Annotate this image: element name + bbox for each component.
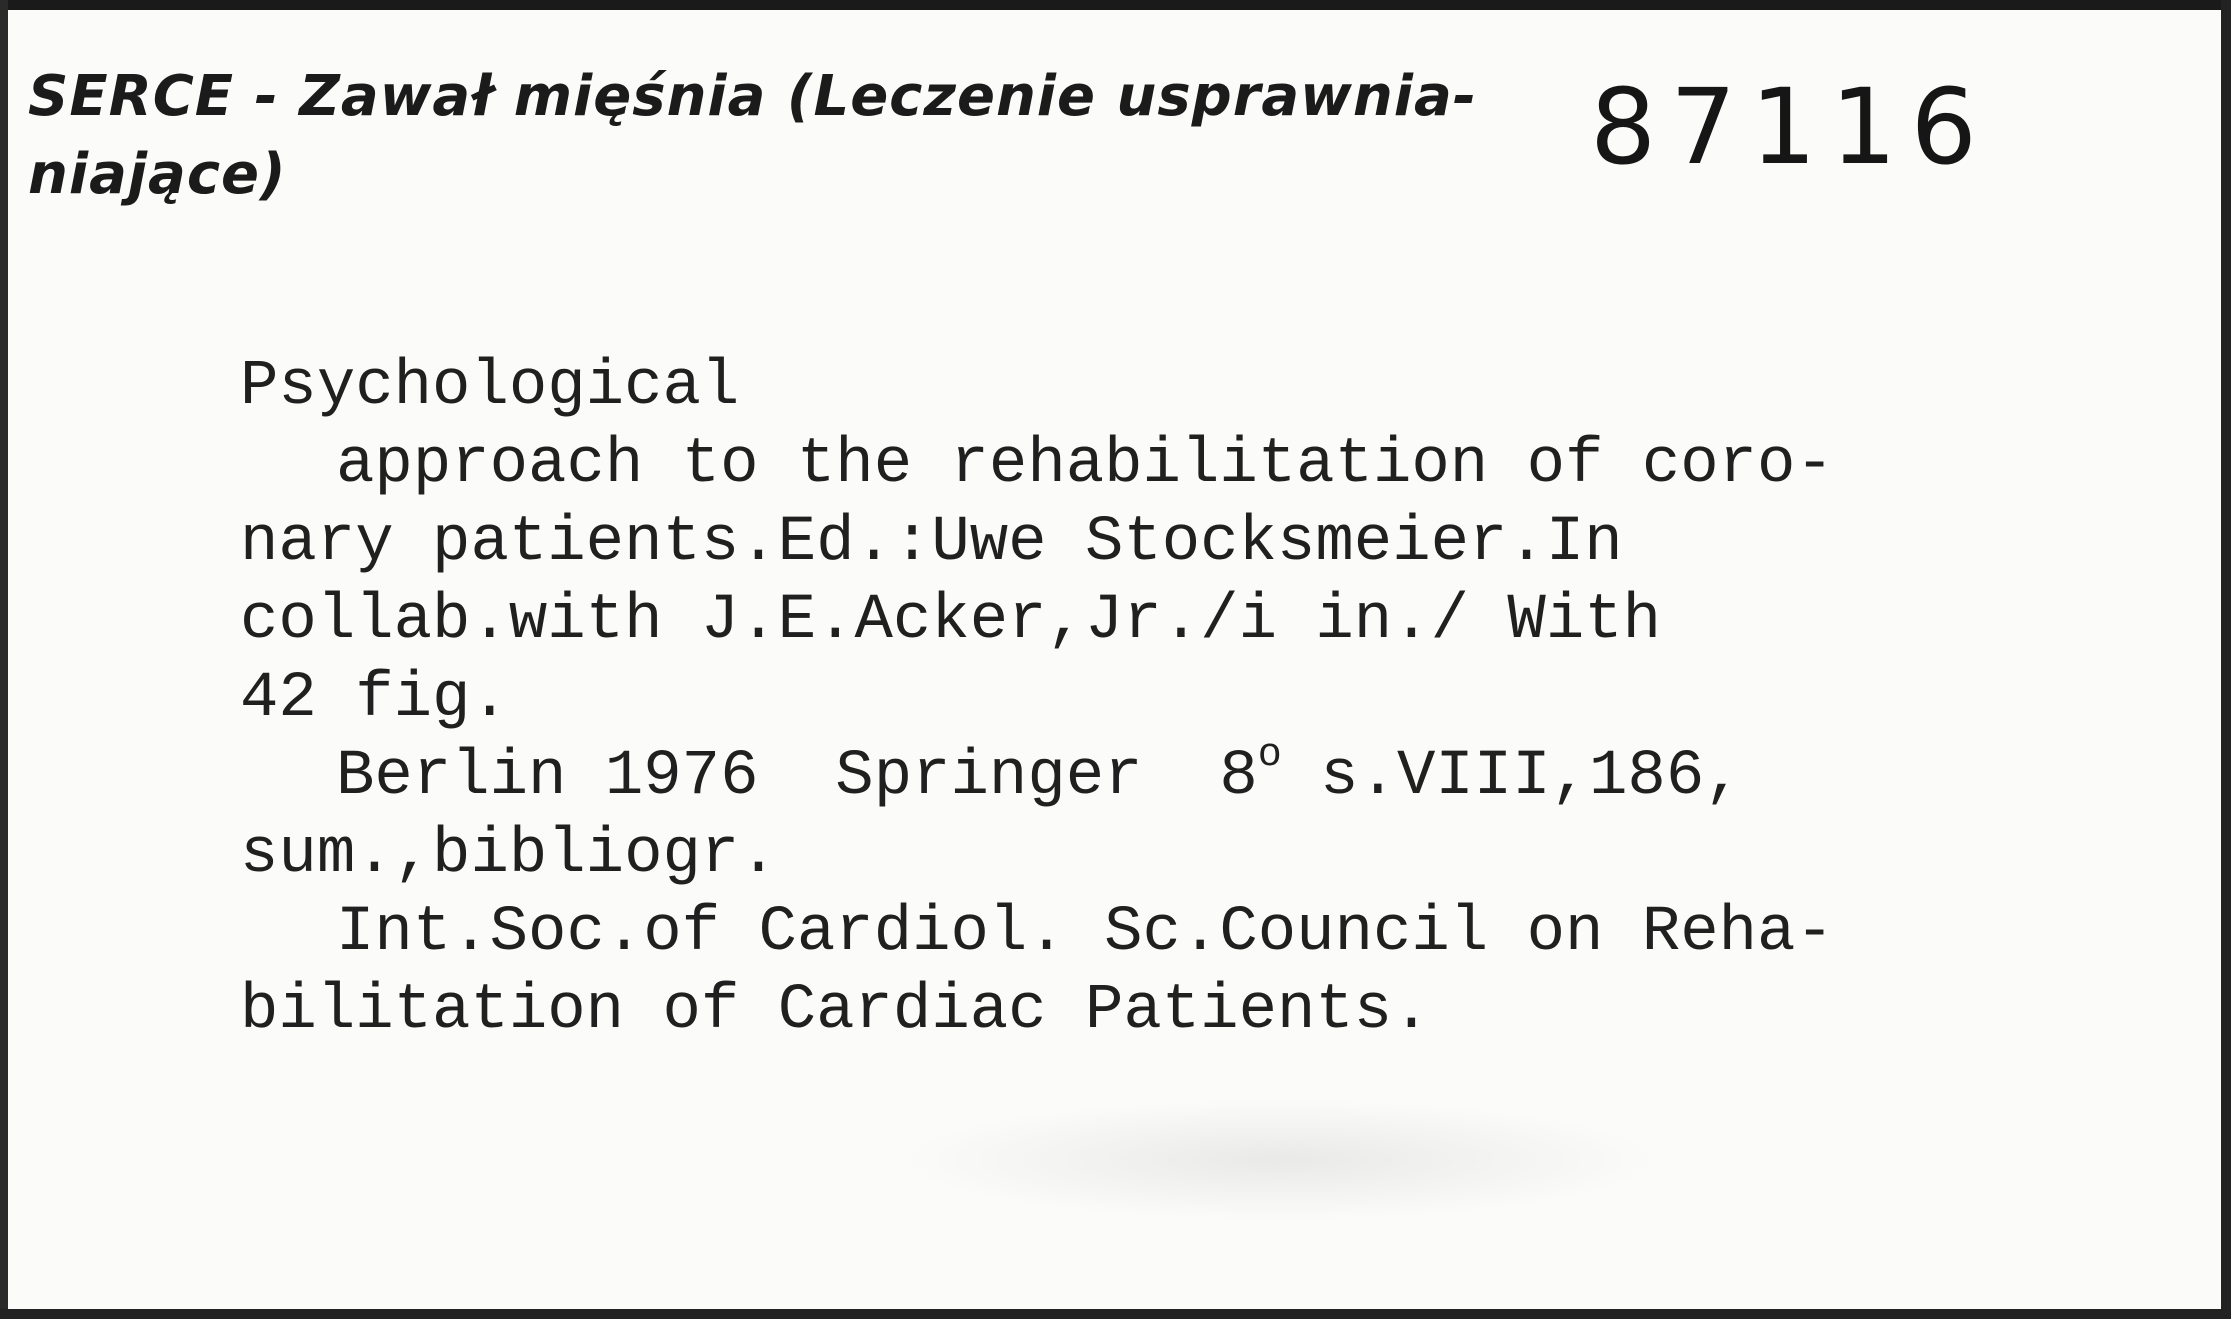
catalog-number: 87116 <box>1590 66 1991 188</box>
format-superscript: o <box>1257 733 1282 778</box>
entry-imprint-line <box>240 733 2200 816</box>
entry-line: collab.with J.E.Acker,Jr./i in./ With <box>240 585 1662 657</box>
card-edge-left <box>0 0 8 1319</box>
bibliographic-entry <box>240 348 2200 1050</box>
entry-line: nary patients.Ed.:Uwe Stocksmeier.In <box>240 507 1623 579</box>
subject-heading-line-2: niające) <box>28 142 287 207</box>
entry-line: Int.Soc.of Cardiol. Sc.Council on Reha- <box>336 897 1834 969</box>
imprint-pages: s.VIII,186, <box>1281 741 1743 813</box>
entry-line: sum.,bibliogr. <box>240 819 778 891</box>
faint-stamp-smudge <box>900 1100 1660 1220</box>
entry-line: approach to the rehabilitation of coro- <box>336 429 1834 501</box>
entry-title-line: Psychological <box>240 351 740 423</box>
card-edge-top <box>0 0 2231 10</box>
entry-line: bilitation of Cardiac Patients. <box>240 975 1431 1047</box>
entry-line: 42 fig. <box>240 663 509 735</box>
card-edge-bottom <box>0 1309 2231 1319</box>
imprint-text: Berlin 1976 Springer 8 <box>336 741 1258 813</box>
subject-heading-line-1: SERCE - Zawał mięśnia (Leczenie usprawnia- <box>28 64 1477 129</box>
subject-heading <box>28 58 1588 214</box>
card-edge-right <box>2221 0 2231 1319</box>
